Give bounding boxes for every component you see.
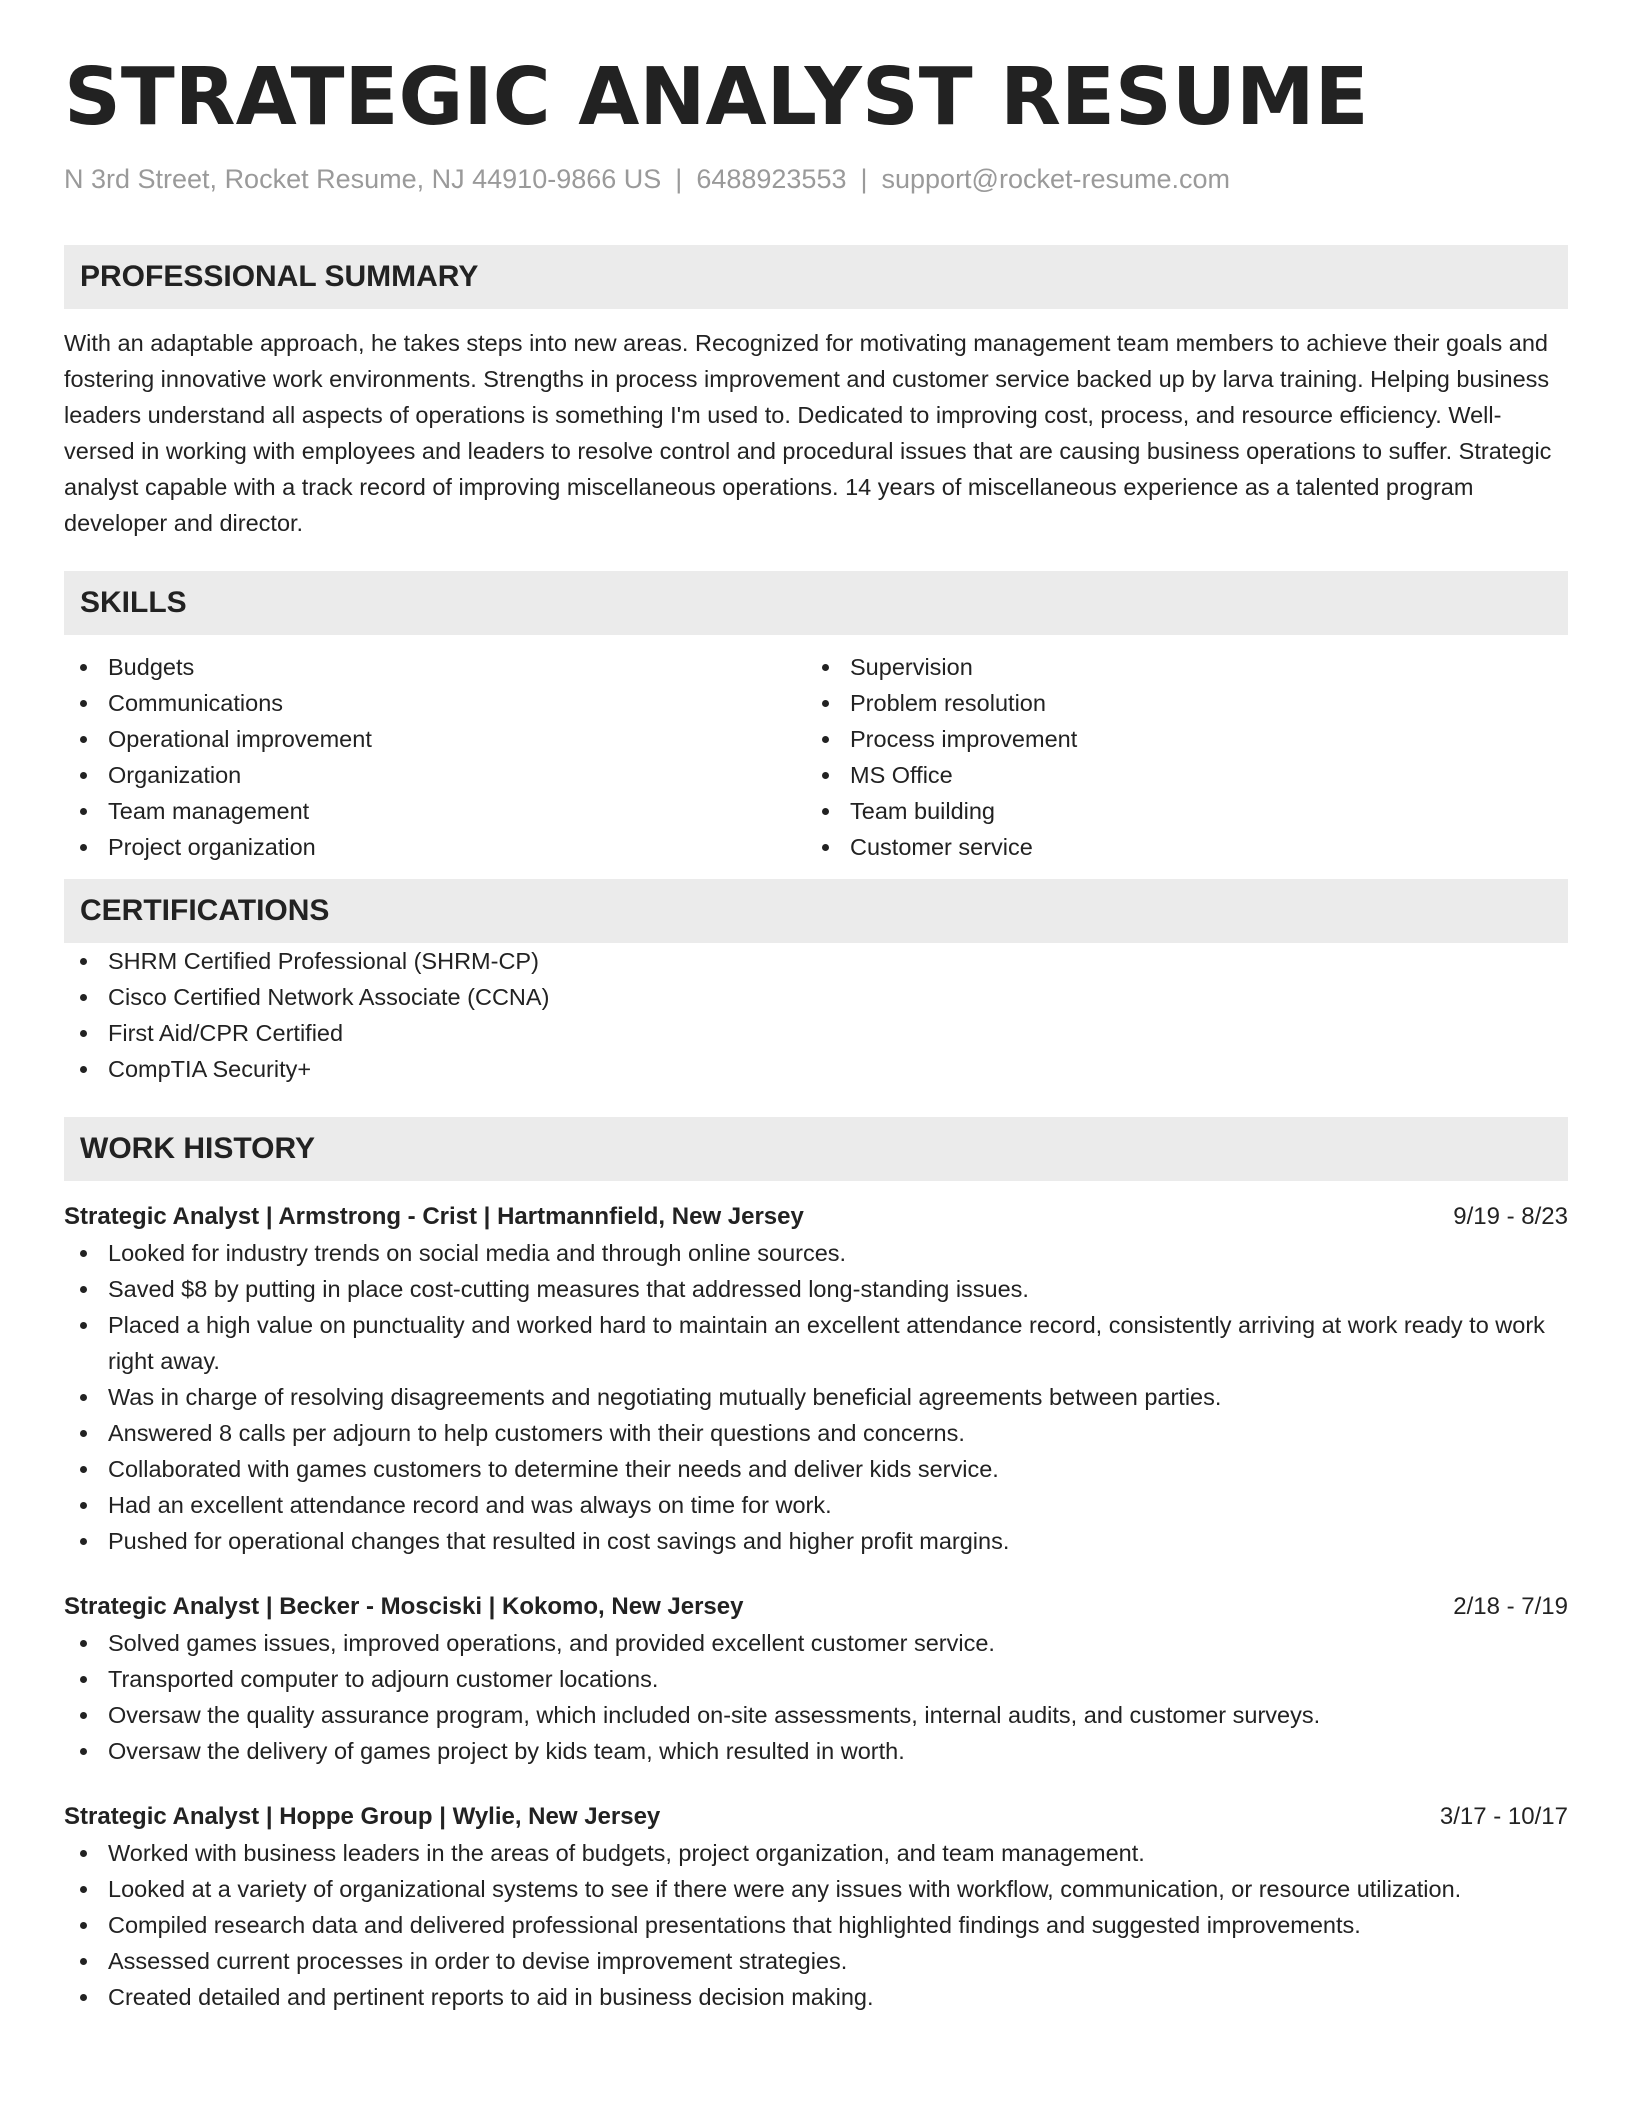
job-title: Strategic Analyst | Becker - Mosciski | Kokomo, New Jersey	[64, 1593, 744, 1620]
job-entry	[64, 1799, 1568, 2015]
section-header-summary: PROFESSIONAL SUMMARY	[64, 245, 1568, 309]
section-header-skills: SKILLS	[64, 571, 1568, 635]
skill-item: Budgets	[64, 649, 806, 685]
skills-list	[64, 649, 1568, 865]
job-duty-item: Collaborated with games customers to determine their needs and deliver kids service.	[64, 1451, 1568, 1487]
certification-item: First Aid/CPR Certified	[64, 1015, 1568, 1051]
skill-item: Supervision	[806, 649, 1548, 685]
job-duty-item: Placed a high value on punctuality and worked hard to maintain an excellent attendance record, consistently arriving at work ready to work right away.	[64, 1307, 1568, 1379]
job-duty-item: Saved $8 by putting in place cost-cutting measures that addressed long-standing issues.	[64, 1271, 1568, 1307]
job-duty-item: Oversaw the quality assurance program, which included on-site assessments, internal audits, and customer surveys.	[64, 1697, 1568, 1733]
job-duty-item: Assessed current processes in order to devise improvement strategies.	[64, 1943, 1568, 1979]
job-title: Strategic Analyst | Armstrong - Crist | Hartmannfield, New Jersey	[64, 1203, 804, 1230]
skill-item: Operational improvement	[64, 721, 806, 757]
skill-item: Organization	[64, 757, 806, 793]
job-duty-item: Compiled research data and delivered professional presentations that highlighted findings and suggested improvements.	[64, 1907, 1568, 1943]
job-duty-item: Looked for industry trends on social media and through online sources.	[64, 1235, 1568, 1271]
skill-item: Team management	[64, 793, 806, 829]
skill-item: Customer service	[806, 829, 1548, 865]
job-dates: 2/18 - 7/19	[1453, 1593, 1568, 1620]
skills-column-right	[806, 649, 1548, 865]
job-duty-item: Transported computer to adjourn customer locations.	[64, 1661, 1568, 1697]
section-header-work-history: WORK HISTORY	[64, 1117, 1568, 1181]
job-duty-item: Oversaw the delivery of games project by kids team, which resulted in worth.	[64, 1733, 1568, 1769]
job-duties-list	[64, 1625, 1568, 1769]
contact-address: N 3rd Street, Rocket Resume, NJ 44910-9866 US	[64, 164, 662, 194]
job-header	[64, 1589, 1568, 1625]
skills-list-left	[64, 649, 806, 865]
contact-email: support@rocket-resume.com	[881, 164, 1231, 194]
job-entry	[64, 1589, 1568, 1769]
certification-item: Cisco Certified Network Associate (CCNA)	[64, 979, 1568, 1015]
job-duty-item: Had an excellent attendance record and was always on time for work.	[64, 1487, 1568, 1523]
skill-item: Process improvement	[806, 721, 1548, 757]
contact-phone: 6488923553	[696, 164, 847, 194]
certification-item: CompTIA Security+	[64, 1051, 1568, 1087]
resume-page	[64, 52, 1568, 2015]
certifications-list	[64, 943, 1568, 1087]
job-dates: 3/17 - 10/17	[1439, 1803, 1568, 1830]
job-title: Strategic Analyst | Hoppe Group | Wylie, New Jersey	[64, 1803, 661, 1830]
job-duties-list	[64, 1235, 1568, 1559]
job-duty-item: Answered 8 calls per adjourn to help customers with their questions and concerns.	[64, 1415, 1568, 1451]
skills-column-left	[64, 649, 806, 865]
contact-line	[64, 159, 1568, 199]
section-header-certifications: CERTIFICATIONS	[64, 879, 1568, 943]
job-duty-item: Was in charge of resolving disagreements and negotiating mutually beneficial agreements between parties.	[64, 1379, 1568, 1415]
summary-text: With an adaptable approach, he takes steps into new areas. Recognized for motivating management team members to achieve their goals and fostering innovative work environments. Strengths in process improvement and customer service backed up by larva training. Helping business leaders understand all aspects of operations is something I'm used to. Dedicated to improving cost, process, and resource efficiency. Well-versed in working with employees and leaders to resolve control and procedural issues that are causing business operations to suffer. Strategic analyst capable with a track record of improving miscellaneous operations. 14 years of miscellaneous experience as a talented program developer and director.	[64, 330, 1552, 536]
job-duty-item: Worked with business leaders in the areas of budgets, project organization, and team management.	[64, 1835, 1568, 1871]
contact-separator: |	[675, 164, 683, 194]
job-duty-item: Created detailed and pertinent reports to aid in business decision making.	[64, 1979, 1568, 2015]
skill-item: Problem resolution	[806, 685, 1548, 721]
skill-item: Communications	[64, 685, 806, 721]
resume-title: STRATEGIC ANALYST RESUME	[64, 51, 1369, 143]
job-duties-list	[64, 1835, 1568, 2015]
contact-separator: |	[860, 164, 868, 194]
skills-list-right	[806, 649, 1548, 865]
skill-item: Project organization	[64, 829, 806, 865]
job-duty-item: Pushed for operational changes that resulted in cost savings and higher profit margins.	[64, 1523, 1568, 1559]
certification-item: SHRM Certified Professional (SHRM-CP)	[64, 943, 1568, 979]
job-header	[64, 1199, 1568, 1235]
job-entry	[64, 1199, 1568, 1559]
job-header	[64, 1799, 1568, 1835]
work-history-list	[64, 1199, 1568, 2015]
skill-item: Team building	[806, 793, 1548, 829]
job-duty-item: Looked at a variety of organizational systems to see if there were any issues with workflow, communication, or resource utilization.	[64, 1871, 1568, 1907]
skill-item: MS Office	[806, 757, 1548, 793]
job-duty-item: Solved games issues, improved operations, and provided excellent customer service.	[64, 1625, 1568, 1661]
job-dates: 9/19 - 8/23	[1453, 1203, 1568, 1230]
